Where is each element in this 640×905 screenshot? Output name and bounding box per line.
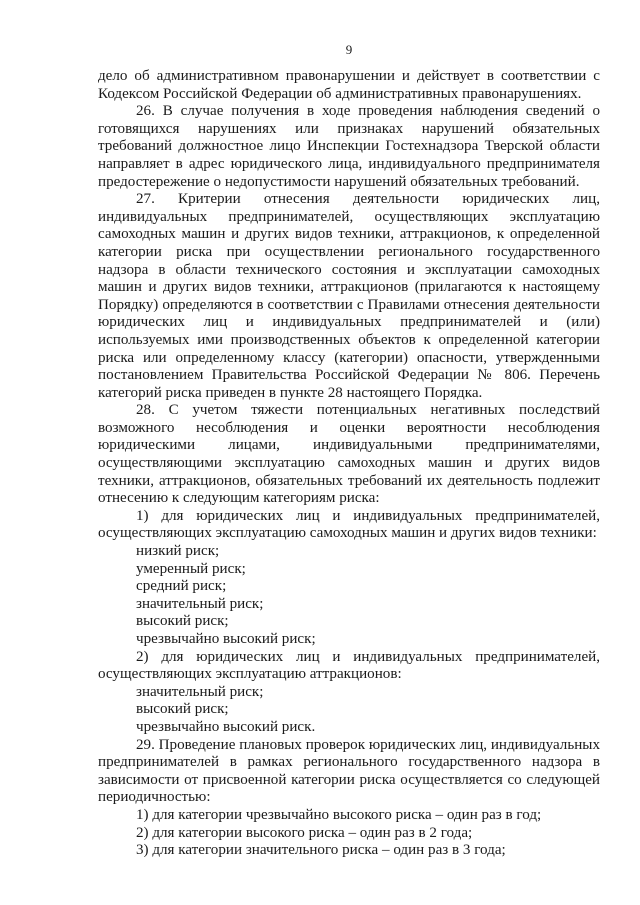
risk-list-item: чрезвычайно высокий риск; [136,631,316,647]
paragraph-28-item-2: 2) для юридических лиц и индивидуальных предпринимателей, осуществляющих эксплуатацию аттракционов: [98,648,600,683]
paragraph-29: 29. Проведение плановых проверок юридических лиц, индивидуальных предпринимателей в рамках регионального государственного надзора в зависимости от присвоенной категории риска осуществляется со следующей периодичностью: [98,736,600,806]
inspection-frequency-item: 2) для категории высокого риска – один раз в 2 года; [136,824,473,841]
risk-list-item: низкий риск; [136,543,220,560]
paragraph-28-item-1: 1) для юридических лиц и индивидуальных предпринимателей, осуществляющих эксплуатацию самоходных машин и других видов техники: [98,507,600,542]
risk-list-item: значительный риск; [136,683,264,700]
page-number: 9 [345,42,353,57]
risk-list-item: высокий риск; [136,613,229,630]
risk-list-item: значительный риск; [136,595,264,612]
risk-list-item: умеренный риск; [136,560,246,577]
document-body [98,68,600,860]
paragraph-28: 28. С учетом тяжести потенциальных негативных последствий возможного несоблюдения и оценки вероятности несоблюдения юридическими лицами, индивидуальными предпринимателями, осуществляющими эксплуатацию самоходных машин и других видов техники, аттракционов, обязательных требований их деятельность подлежит отнесению к следующим категориям риска: [98,402,600,507]
risk-list-item: средний риск; [136,578,227,595]
risk-list-item: чрезвычайно высокий риск. [136,718,316,735]
paragraph-26: 26. В случае получения в ходе проведения наблюдения сведений о готовящихся нарушениях или признаках нарушений обязательных требований должностное лицо Инспекции Гостехнадзора Тверской области направляет в адрес юридического лица, индивидуального предпринимателя предостережение о недопустимости нарушений обязательных требований. [98,103,600,190]
paragraph-27: 27. Критерии отнесения деятельности юридических лиц, индивидуальных предпринимателей, осуществляющих эксплуатацию самоходных машин и других видов техники, аттракционов, к определенной категории риска при осуществлении регионального государственного надзора в области технического состояния и эксплуатации самоходных машин и других видов техники, аттракционов (прилагаются к настоящему Порядку) определяются в соответствии с Правилами отнесения деятельности юридических лиц и индивидуальных предпринимателей и (или) используемых ими производственных объектов к определенной категории риска или определенному классу (категории) опасности, утвержденными постановлением Правительства Российской Федерации № 806. Перечень категорий риска приведен в пункте 28 настоящего Порядка. [98,191,600,401]
inspection-frequency-item: 3) для категории значительного риска – один раз в 3 года; [136,842,506,859]
inspection-frequency-item: 1) для категории чрезвычайно высокого риска – один раз в год; [136,806,542,823]
paragraph-continuation: дело об административном правонарушении и действует в соответствии с Кодексом Российской Федерации об административных правонарушениях. [98,68,600,102]
risk-list-item: высокий риск; [136,701,229,718]
document-page [98,40,600,890]
